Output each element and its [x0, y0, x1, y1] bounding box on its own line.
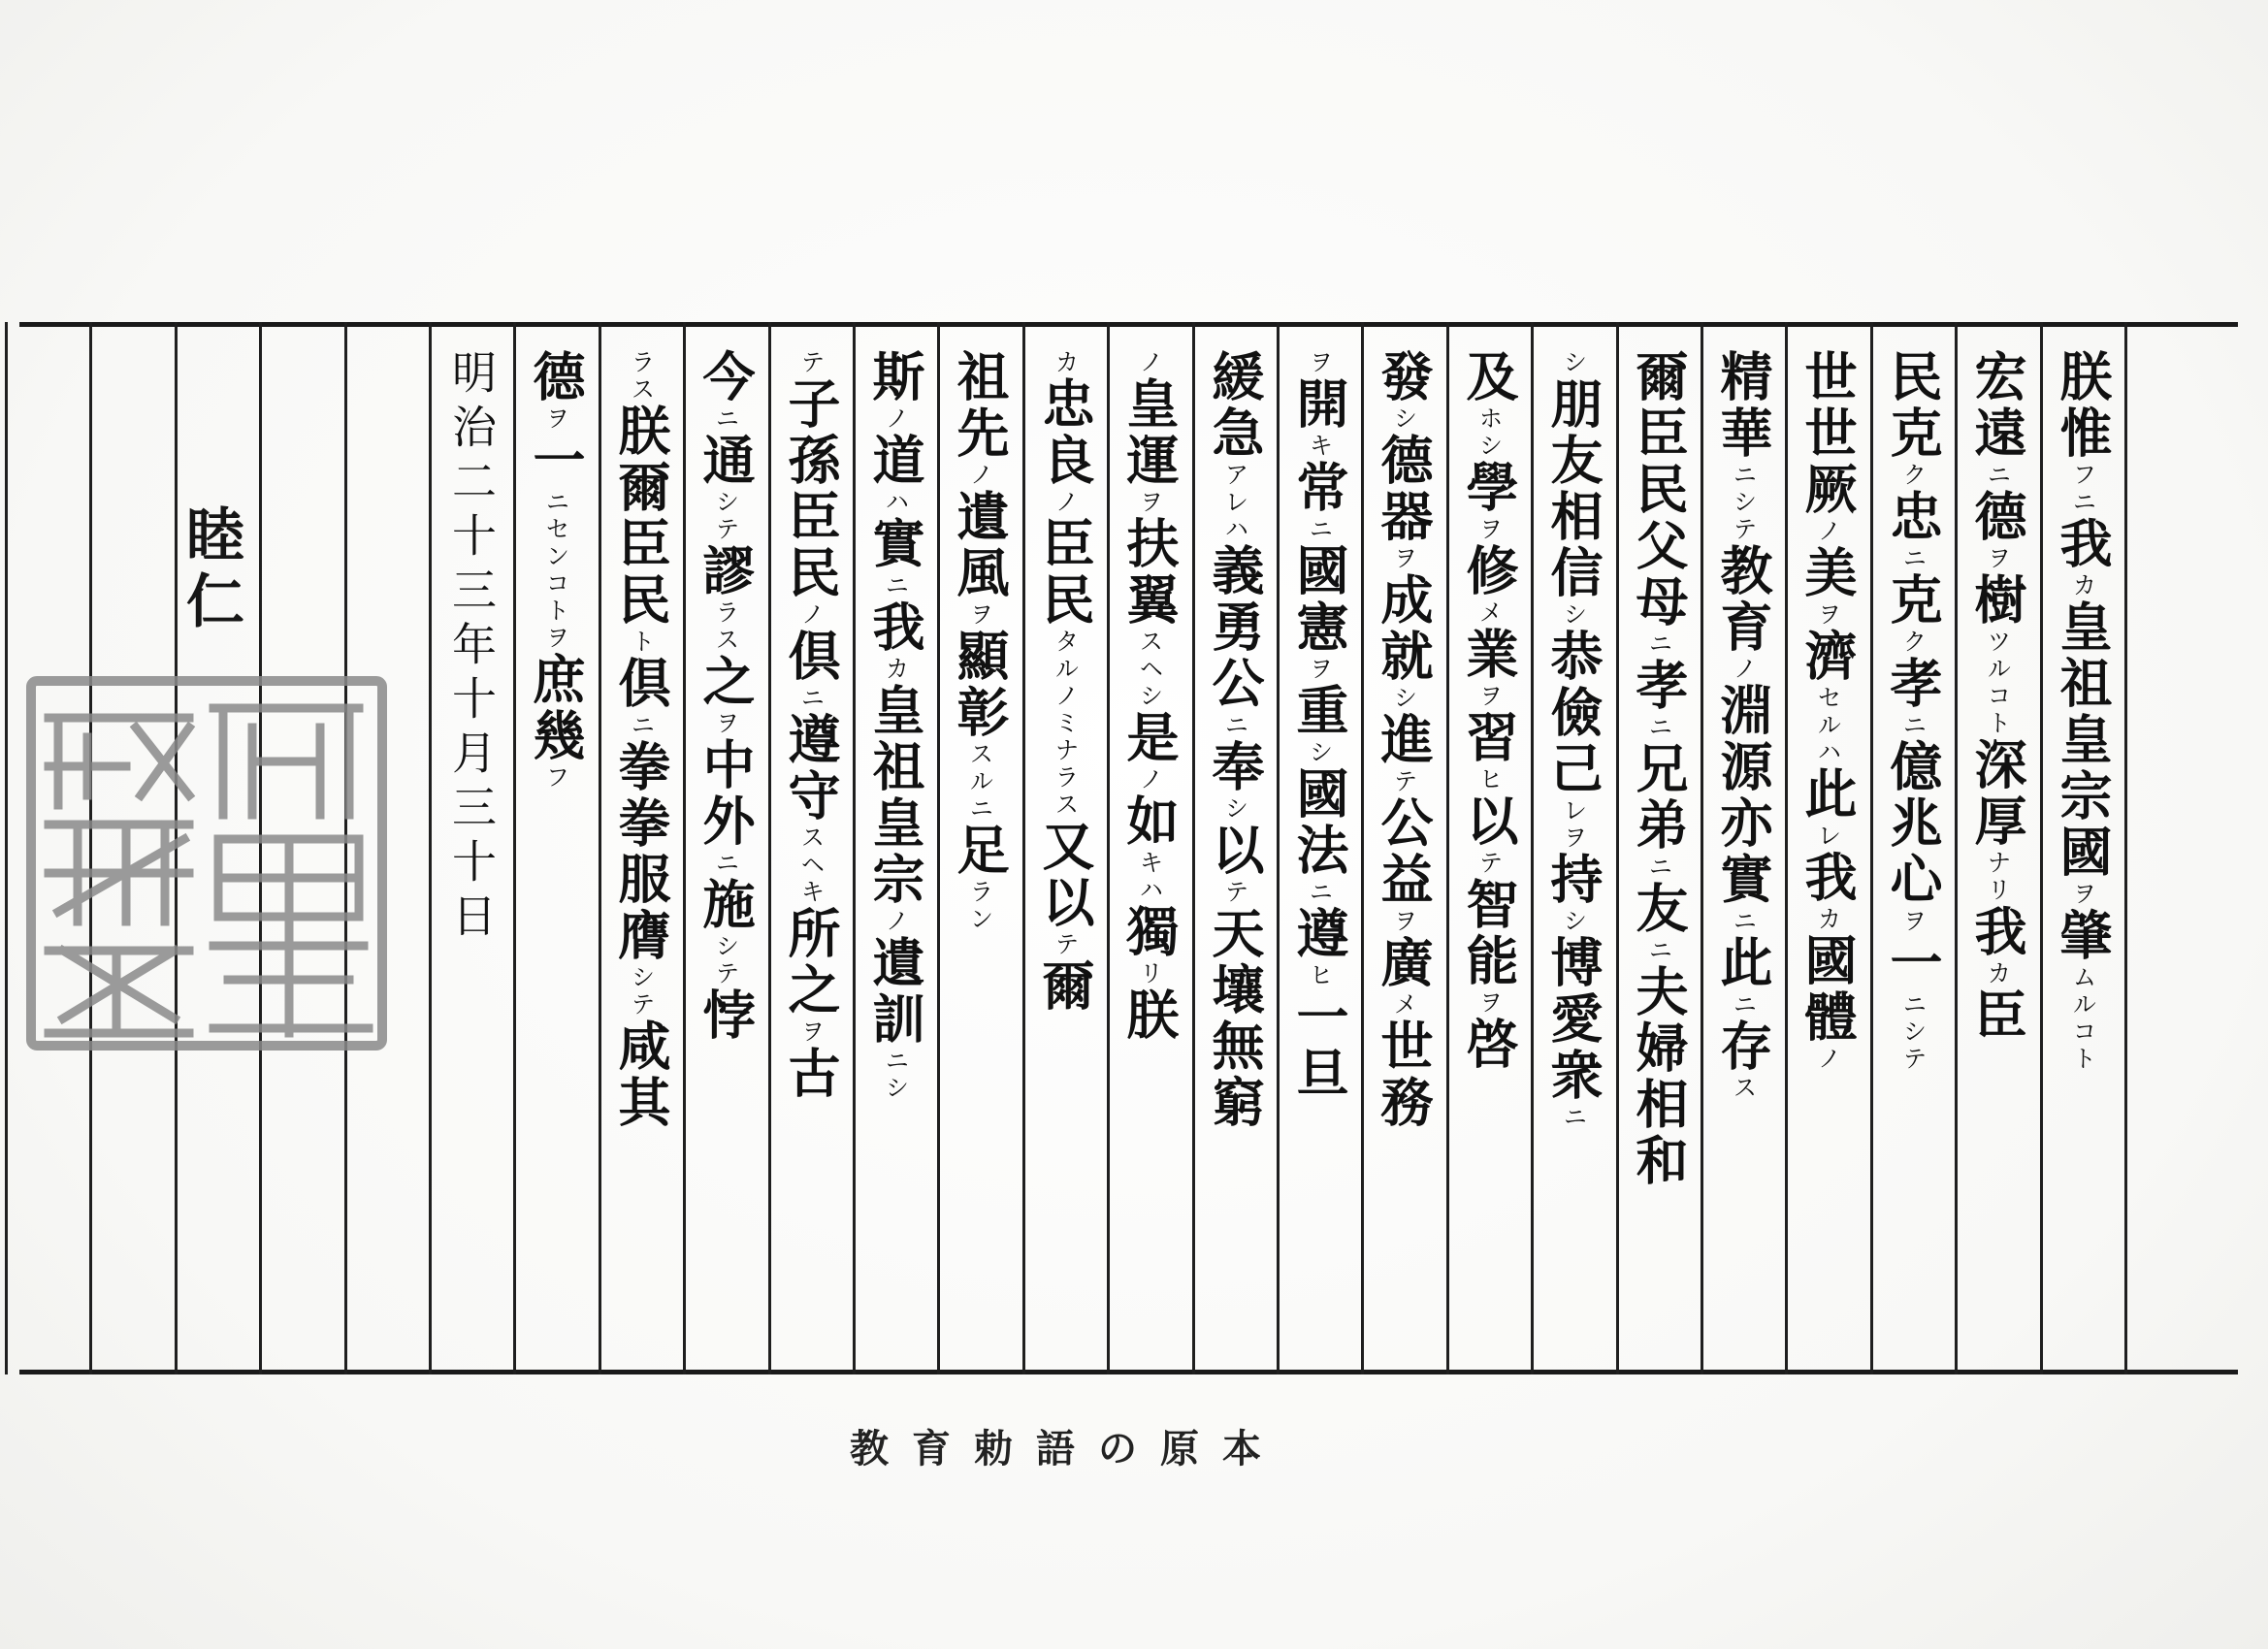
text-segment: 智能 — [1458, 877, 1520, 989]
text-segment: 淵源亦實 — [1712, 683, 1774, 908]
text-column — [1363, 349, 1444, 1358]
kana-particle: シテ — [712, 489, 740, 543]
kana-particle: シ — [1560, 908, 1588, 935]
text-segment: 進 — [1373, 712, 1435, 768]
seal-icon — [19, 669, 394, 1057]
text-segment: 咸其 — [610, 1018, 672, 1131]
text-segment: 樹 — [1966, 572, 2028, 629]
kana-particle: ニ — [628, 712, 656, 739]
kana-particle: ノ — [1814, 518, 1842, 545]
text-segment: 庶幾 — [525, 652, 587, 764]
kana-particle: フ — [542, 764, 570, 792]
text-segment: 如 — [1118, 793, 1181, 850]
kana-particle: スルニ — [966, 741, 994, 823]
text-segment: 濟 — [1797, 629, 1859, 685]
text-segment: 古 — [780, 1046, 842, 1102]
text-column — [1957, 349, 2038, 1358]
kana-particle: ニ — [1560, 1104, 1588, 1131]
text-segment: 通 — [695, 433, 757, 489]
text-segment: 以 — [1458, 793, 1520, 850]
kana-particle: アレハ — [1221, 462, 1249, 543]
text-segment: 國憲 — [1288, 543, 1350, 656]
kana-particle: ニ — [712, 850, 740, 877]
kana-particle: シ — [1560, 349, 1588, 376]
text-segment: 遺風 — [949, 489, 1011, 601]
kana-particle: ヲ — [542, 405, 570, 433]
kana-particle: ナリ — [1984, 850, 2012, 904]
text-segment: 所之 — [780, 906, 842, 1018]
kana-particle: ス — [1730, 1075, 1758, 1102]
kana-particle: テ — [1052, 931, 1080, 958]
kana-particle: ニ — [1730, 908, 1758, 935]
text-column — [1618, 349, 1700, 1358]
kana-particle: ヲ — [1814, 601, 1842, 629]
text-segment: 祖先 — [949, 349, 1011, 462]
text-segment: 朋友相信 — [1542, 376, 1604, 601]
text-segment: 發 — [1373, 349, 1435, 405]
kana-particle: メ — [1475, 599, 1504, 627]
kana-particle: ヲ — [712, 710, 740, 737]
kana-particle: ニ — [1645, 854, 1673, 881]
text-segment: 我 — [1966, 904, 2028, 960]
kana-particle: フニ — [2069, 462, 2097, 516]
text-segment: 啓 — [1458, 1017, 1520, 1073]
imperial-signature: 睦仁 — [177, 504, 244, 636]
text-segment: 一 — [525, 433, 587, 489]
text-segment: 民克 — [1882, 349, 1944, 462]
text-segment: 我 — [864, 599, 926, 656]
text-segment: 精華 — [1712, 349, 1774, 462]
kana-particle: ノ — [882, 908, 910, 935]
kana-particle: シ — [1390, 685, 1418, 712]
text-segment: 持 — [1542, 852, 1604, 908]
text-segment: 此 — [1712, 935, 1774, 991]
kana-particle: ヲ — [1475, 516, 1504, 543]
text-segment: 道 — [864, 433, 926, 489]
text-segment: 成就 — [1373, 572, 1435, 685]
text-segment: 開 — [1288, 376, 1350, 433]
text-column — [770, 349, 852, 1358]
kana-particle: シテ — [628, 964, 656, 1018]
text-segment: 拳拳服膺 — [610, 739, 672, 964]
text-segment: 實 — [864, 516, 926, 572]
text-segment: 常 — [1288, 460, 1350, 516]
kana-particle: ト — [628, 629, 656, 656]
text-column — [1787, 349, 1868, 1358]
text-segment: 是 — [1118, 710, 1181, 766]
text-segment: 夫婦相和 — [1628, 964, 1690, 1189]
kana-particle: ヲ — [1899, 908, 1928, 935]
text-segment: 公益 — [1373, 795, 1435, 908]
kana-particle: セルハ — [1814, 685, 1842, 766]
kana-particle: シ — [1221, 795, 1249, 823]
text-segment: 皇運 — [1118, 376, 1181, 489]
kana-particle: テ — [1390, 768, 1418, 795]
text-segment: 克 — [1882, 572, 1944, 629]
kana-particle: ラス — [628, 349, 656, 404]
kana-particle: ニシ — [882, 1048, 910, 1102]
kana-particle: キハ — [1136, 850, 1164, 904]
text-segment: 奉 — [1204, 739, 1266, 795]
text-segment: 廣 — [1373, 935, 1435, 991]
text-segment: 孝 — [1882, 656, 1944, 712]
kana-particle: カ — [882, 656, 910, 683]
text-column — [515, 349, 597, 1358]
kana-particle: シ — [1306, 739, 1334, 766]
kana-particle: ヲ — [1475, 989, 1504, 1017]
text-segment: 忠 — [1882, 489, 1944, 545]
text-segment: 德 — [525, 349, 587, 405]
text-column — [1533, 349, 1614, 1358]
kana-particle: ノ — [1052, 489, 1080, 516]
text-segment: 臣民 — [1034, 516, 1096, 629]
kana-particle: ニ — [1306, 879, 1334, 906]
text-segment: 國法 — [1288, 766, 1350, 879]
kana-particle: ラス — [712, 599, 740, 654]
kana-particle: シ — [1390, 405, 1418, 433]
text-segment: 博愛衆 — [1542, 935, 1604, 1104]
kana-particle: ク — [1899, 629, 1928, 656]
kana-particle: ヒ — [1475, 766, 1504, 793]
kana-particle: ハ — [882, 489, 910, 516]
kana-particle: ヲ — [1136, 489, 1164, 516]
kana-particle: カ — [1814, 906, 1842, 933]
text-column — [685, 349, 766, 1358]
column-rule — [5, 322, 8, 1374]
kana-particle: ムルコト — [2069, 964, 2097, 1073]
text-segment: 宏遠 — [1966, 349, 2028, 462]
text-segment: 足 — [949, 823, 1011, 879]
text-segment: 謬 — [695, 543, 757, 599]
kana-particle: レヲ — [1560, 797, 1588, 852]
kana-particle: ヲ — [1306, 349, 1334, 376]
kana-particle: テ — [797, 349, 826, 376]
kana-particle: ノ — [1814, 1046, 1842, 1073]
kana-particle: ニシテ — [1730, 462, 1758, 543]
text-segment: 扶翼 — [1118, 516, 1181, 629]
text-segment: 明治二十三年十月三十日 — [445, 349, 498, 947]
text-column — [1702, 349, 1784, 1358]
kana-particle: ニ — [1984, 462, 2012, 489]
text-segment: 恭儉己 — [1542, 629, 1604, 797]
kana-particle: テ — [1475, 850, 1504, 877]
text-segment: 美 — [1797, 545, 1859, 601]
text-column — [1279, 349, 1360, 1358]
text-segment: 深厚 — [1966, 737, 2028, 850]
text-segment: 世務 — [1373, 1018, 1435, 1131]
text-column — [1872, 349, 1954, 1358]
text-segment: 學 — [1458, 460, 1520, 516]
text-segment: 及 — [1458, 349, 1520, 405]
kana-particle: ヲ — [1306, 656, 1334, 683]
kana-particle: ヲ — [1984, 545, 2012, 572]
text-segment: 爾臣民父母 — [1628, 349, 1690, 630]
text-segment: 友 — [1628, 881, 1690, 937]
text-segment: 顯彰 — [949, 629, 1011, 741]
kana-particle: ノ — [882, 405, 910, 433]
text-column — [1194, 349, 1276, 1358]
kana-particle: ツルコト — [1984, 629, 2012, 737]
text-segment: 存 — [1712, 1018, 1774, 1075]
text-segment: 又以 — [1034, 819, 1096, 931]
kana-particle: ニ — [1221, 712, 1249, 739]
kana-particle: シ — [1560, 601, 1588, 629]
text-segment: 朕爾臣民 — [610, 404, 672, 629]
text-segment: 重 — [1288, 683, 1350, 739]
text-segment: 我 — [2052, 516, 2114, 572]
kana-particle: ヲ — [966, 601, 994, 629]
text-segment: 肇 — [2052, 908, 2114, 964]
kana-particle: ニ — [712, 405, 740, 433]
kana-particle: タルノミナラス — [1052, 629, 1080, 819]
text-segment: 習 — [1458, 710, 1520, 766]
kana-particle: スヘシ — [1136, 629, 1164, 710]
text-segment: 倶 — [780, 629, 842, 685]
kana-particle: キ — [1306, 433, 1334, 460]
text-column — [1448, 349, 1530, 1358]
text-segment: 施 — [695, 877, 757, 933]
kana-particle: ノ — [966, 462, 994, 489]
kana-particle: ヲ — [797, 1018, 826, 1046]
text-segment: 一旦 — [1288, 989, 1350, 1102]
kana-particle: ラン — [966, 879, 994, 933]
text-column — [431, 349, 512, 1358]
page-caption: 教育勅語の原本 — [850, 1427, 1284, 1471]
kana-particle: メ — [1390, 991, 1418, 1018]
text-segment: 今 — [695, 349, 757, 405]
text-segment: 臣 — [1966, 987, 2028, 1044]
kana-particle: ノ — [1730, 656, 1758, 683]
text-segment: 斯 — [864, 349, 926, 405]
text-segment: 遵 — [1288, 906, 1350, 962]
text-segment: 天壤無窮 — [1204, 906, 1266, 1131]
text-segment: 我 — [1797, 850, 1859, 906]
kana-particle: ニ — [797, 685, 826, 712]
text-column — [600, 349, 682, 1358]
kana-particle: ニ — [1899, 545, 1928, 572]
text-segment: 德 — [1966, 489, 2028, 545]
kana-particle: カ — [2069, 572, 2097, 599]
text-segment: 朕惟 — [2052, 349, 2114, 462]
kana-particle: ヲ — [1390, 908, 1418, 935]
kana-particle: カ — [1052, 349, 1080, 376]
text-segment: 億兆心 — [1882, 739, 1944, 908]
kana-particle: ニ — [882, 572, 910, 599]
text-column — [1024, 349, 1106, 1358]
kana-particle: ノ — [797, 601, 826, 629]
kana-particle: ノ — [1136, 349, 1164, 376]
text-segment: 以 — [1204, 823, 1266, 879]
kana-particle: テ — [1221, 879, 1249, 906]
text-segment: 中外 — [695, 737, 757, 850]
text-segment: 爾 — [1034, 958, 1096, 1015]
text-segment: 國體 — [1797, 933, 1859, 1046]
column-rule — [2124, 322, 2127, 1374]
kana-particle: ヲ — [2069, 881, 2097, 908]
text-segment: 緩急 — [1204, 349, 1266, 462]
kana-particle: ヒ — [1306, 962, 1334, 989]
text-column — [2042, 349, 2123, 1358]
kana-particle: スヘキ — [797, 824, 826, 906]
imperial-seal-stamp — [19, 669, 394, 1057]
text-segment: 獨 — [1118, 904, 1181, 960]
text-column — [939, 349, 1021, 1358]
kana-particle: シテ — [712, 933, 740, 987]
kana-particle: ニセンコトヲ — [542, 489, 570, 652]
text-segment: 遺訓 — [864, 935, 926, 1048]
kana-particle: ニ — [1899, 712, 1928, 739]
kana-particle: ホシ — [1475, 405, 1504, 460]
text-segment: 皇祖皇宗 — [864, 683, 926, 908]
text-segment: 世世厥 — [1797, 349, 1859, 518]
text-segment: 忠良 — [1034, 376, 1096, 489]
kana-particle: ク — [1899, 462, 1928, 489]
text-segment: 教育 — [1712, 543, 1774, 656]
kana-particle: ヲ — [1475, 683, 1504, 710]
kana-particle: ヲ — [1390, 545, 1418, 572]
text-segment: 義勇公 — [1204, 543, 1266, 712]
text-segment: 遵守 — [780, 712, 842, 824]
kana-particle: カ — [1984, 960, 2012, 987]
text-segment: 業 — [1458, 627, 1520, 683]
kana-particle: リ — [1136, 960, 1164, 987]
text-segment: 子孫臣民 — [780, 376, 842, 601]
kana-particle: ニ — [1645, 937, 1673, 964]
text-segment: 德器 — [1373, 433, 1435, 545]
kana-particle: ニ — [1645, 714, 1673, 741]
kana-particle: ニ — [1645, 630, 1673, 658]
kana-particle: ニ — [1730, 991, 1758, 1018]
text-segment: 孝 — [1628, 658, 1690, 714]
text-column — [1109, 349, 1190, 1358]
text-column — [855, 349, 936, 1358]
text-segment: 之 — [695, 654, 757, 710]
text-segment: 兄弟 — [1628, 741, 1690, 854]
text-segment: 悖 — [695, 987, 757, 1044]
text-segment: 一 — [1882, 935, 1944, 991]
kana-particle: ニシテ — [1899, 991, 1928, 1073]
text-segment: 倶 — [610, 656, 672, 712]
kana-particle: ニ — [1306, 516, 1334, 543]
text-segment: 修 — [1458, 543, 1520, 599]
kana-particle: レ — [1814, 823, 1842, 850]
text-segment: 此 — [1797, 766, 1859, 823]
kana-particle: ノ — [1136, 766, 1164, 793]
text-segment: 皇祖皇宗國 — [2052, 599, 2114, 881]
text-segment: 朕 — [1118, 987, 1181, 1044]
